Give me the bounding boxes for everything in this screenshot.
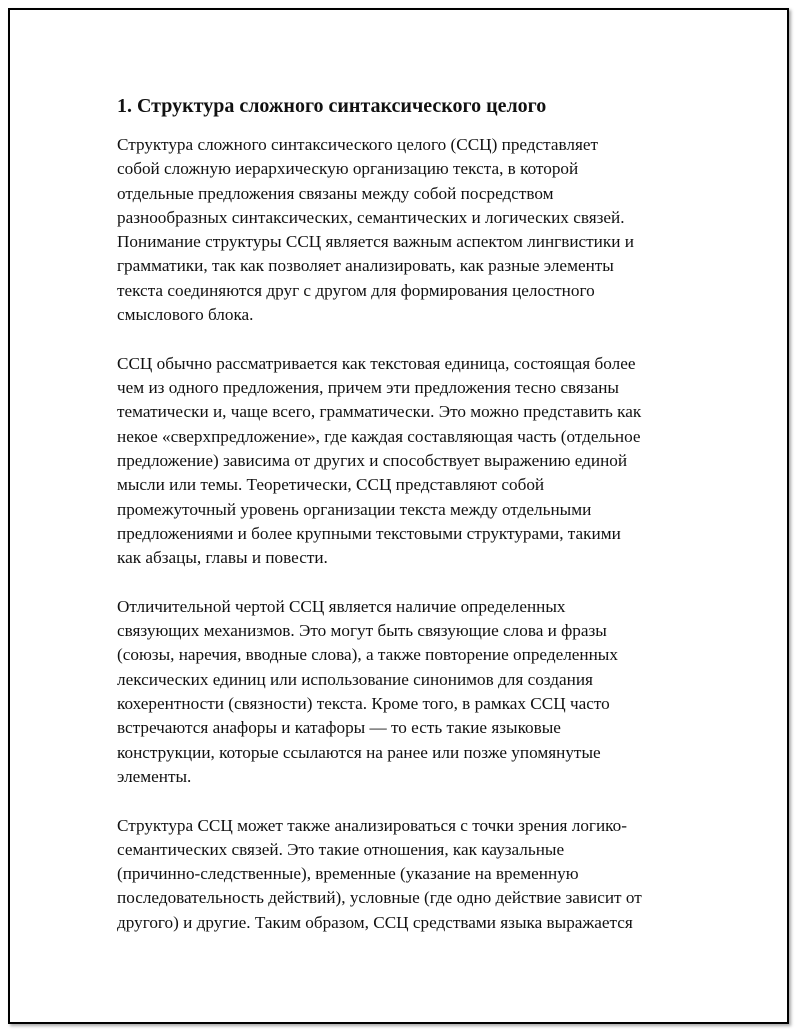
paragraph-line: Структура сложного синтаксического целого (ССЦ) представляет	[117, 135, 599, 154]
paragraph-line: мысли или темы. Теоретически, ССЦ представляют собой	[117, 475, 545, 495]
paragraph-line: тематически и, чаще всего, грамматически. Это можно представить как	[117, 402, 642, 422]
paragraph-line: предложениями и более крупными текстовыми структурами, такими	[117, 523, 621, 543]
paragraphs-container	[117, 133, 689, 935]
paragraph	[117, 595, 689, 789]
paragraph	[117, 814, 689, 935]
paragraph	[117, 133, 689, 327]
paragraph-line: (причинно-следственные), временные (указание на временную	[117, 864, 579, 884]
paragraph-line: кохерентности (связности) текста. Кроме того, в рамках ССЦ часто	[117, 694, 610, 714]
paragraph-line: чем из одного предложения, причем эти предложения тесно связаны	[117, 378, 619, 398]
paragraph-line: некое «сверхпредложение», где каждая составляющая часть (отдельное	[117, 426, 641, 446]
paragraph-line: разнообразных синтаксических, семантических и логических связей.	[117, 207, 625, 227]
paragraph-line: смыслового блока.	[117, 305, 254, 325]
paragraph-line: текста соединяются друг с другом для формирования целостного	[117, 280, 595, 300]
paragraph-line: Структура ССЦ может также анализироваться с точки зрения логико-	[117, 815, 627, 835]
paragraph-line: встречаются анафоры и катафоры — то есть такие языковые	[117, 718, 561, 738]
paragraph-line: конструкции, которые ссылаются на ранее или позже упомянутые	[117, 742, 601, 762]
document-body	[117, 93, 689, 959]
paragraph-line: связующих механизмов. Это могут быть связующие слова и фразы	[117, 621, 607, 641]
paragraph-line: лексических единиц или использование синонимов для создания	[117, 669, 593, 689]
paragraph-line: элементы.	[117, 766, 192, 786]
paragraph-line: Отличительной чертой ССЦ является наличие определенных	[117, 596, 566, 616]
paragraph	[117, 352, 689, 571]
paragraph-line: ССЦ обычно рассматривается как текстовая единица, состоящая более	[117, 353, 636, 373]
paragraph-line: предложение) зависима от других и способствует выражению единой	[117, 450, 628, 470]
paragraph-line: промежуточный уровень организации текста между отдельными	[117, 499, 592, 519]
paragraph-line: собой сложную иерархическую организацию текста, в которой	[117, 159, 579, 179]
paragraph-line: другого) и другие. Таким образом, ССЦ средствами языка выражается	[117, 912, 633, 932]
paragraph-line: (союзы, наречия, вводные слова), а также повторение определенных	[117, 645, 618, 665]
paragraph-line: как абзацы, главы и повести.	[117, 548, 328, 568]
paragraph-line: семантических связей. Это такие отношения, как каузальные	[117, 839, 565, 859]
paragraph-line: грамматики, так как позволяет анализировать, как разные элементы	[117, 256, 614, 276]
paragraph-line: последовательность действий), условные (где одно действие зависит от	[117, 888, 642, 908]
paragraph-line: Понимание структуры ССЦ является важным аспектом лингвистики и	[117, 232, 634, 252]
section-heading: 1. Структура сложного синтаксического целого	[117, 95, 547, 117]
paragraph-line: отдельные предложения связаны между собой посредством	[117, 183, 554, 203]
